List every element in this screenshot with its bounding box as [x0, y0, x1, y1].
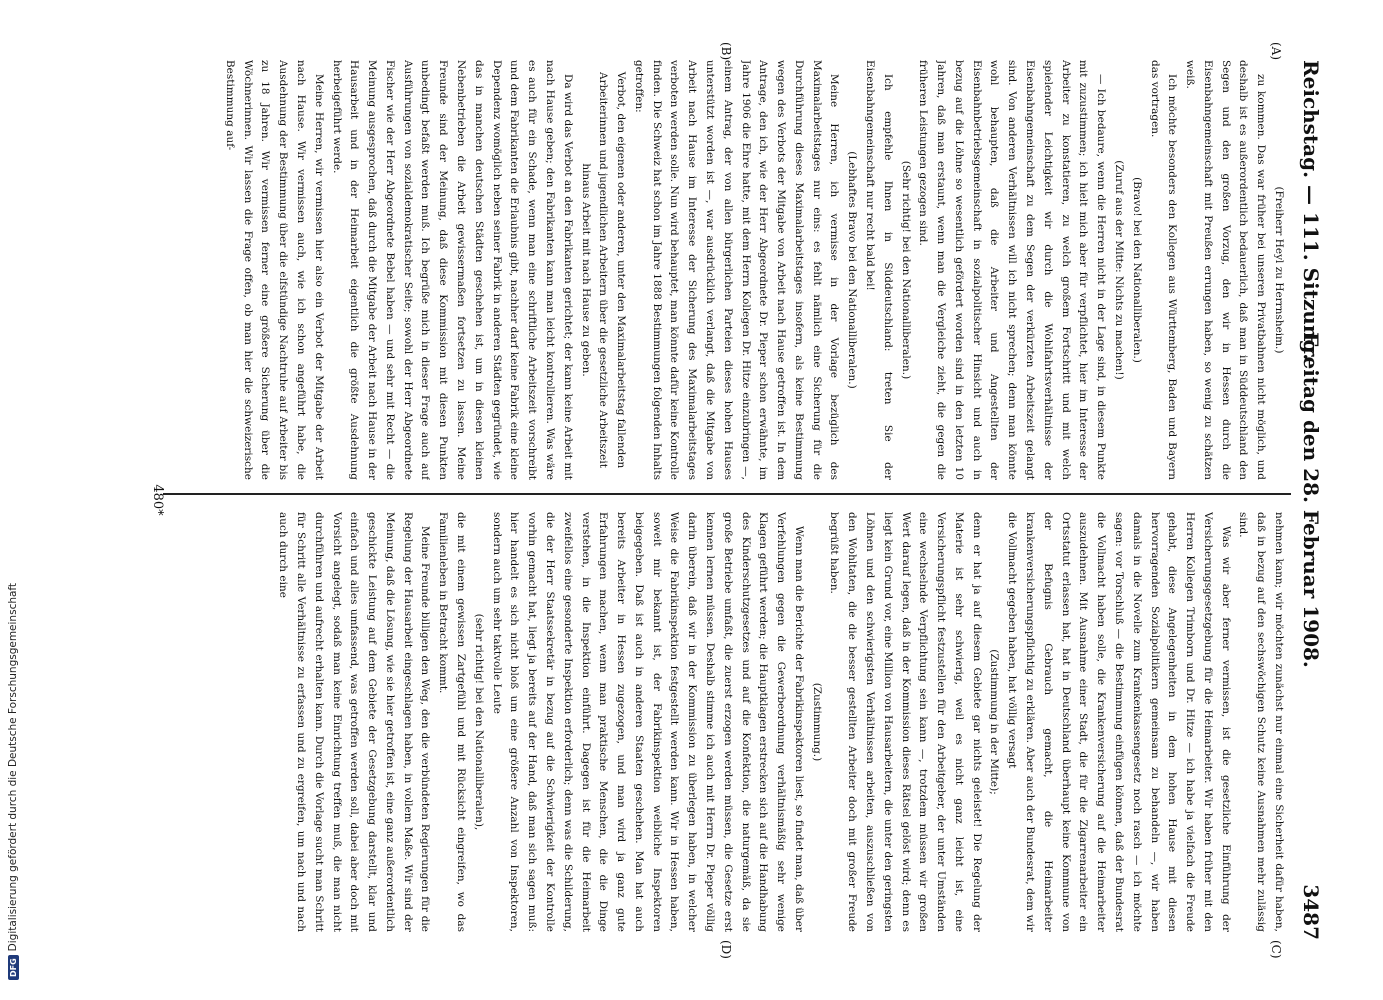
interjection: (Lebhaftes Bravo bei den Nationalliberalen.) — [846, 151, 859, 389]
digitization-text: Digitalisierung gefördert durch die Deutsche Forschungsgemeinschaft — [7, 582, 19, 952]
signature-mark: 480* — [150, 484, 165, 516]
interjection: (Sehr richtig! bei den Nationalliberalen.) — [899, 160, 912, 380]
paragraph: denn er hat ja auf diesem Gebiete gar nichts geleistet! Die Regelung der Materie ist sehr schwierig, weil es nicht ganz leicht ist, eine Versicherungspflicht festzustellen für den Arbeitgeber, der unter Umständen eine wechselnde Verpflichtung sein kann —, trotzdem müssen wir großen Wert darauf legen, daß in der Kommission dieses Rätsel gelöst wird; denn es liegt kein Grund vor, eine Million von Hausarbeitern, die unter den geringsten Löhnen und den schwierigsten Verhältnissen arbeiten, auszuschließen von den Wohltaten, die die besser gestellten Arbeiter doch mit großer Freude begrüßt haben. — [828, 512, 983, 932]
paragraph: nehmen kann; wir möchten zunächst nur einmal eine Sicherheit dafür haben, daß in bezug auf den sechswöchigen Schutz keine Ausnahmen mehr zulässig sind. — [1237, 512, 1285, 932]
paragraph: die mit einem gewissen Zartgefühl und mit Rücksicht eingreifen, wo das Familienleben in Betracht kommt. — [437, 512, 468, 932]
paragraph: Da wird das Verbot an den Fabrikanten gerichtet; der kann keine Arbeit mit nach Hause geben; den Fabrikanten kann man leicht kontrollieren. Was wäre es auch für ein Schade, wenn man eine schriftliche Arbeitszeit vorschreibt und dem Fabrikanten die Erlaubnis gibt, nachher darf keine Fabrik eine kleine Dependenz womöglich neben seiner Fabrik in anderen Städten gegründet, wie das in manchen deutschen Städten geschehen ist, um in diesen kleinen Nebenbetrieben die Arbeit gewissermaßen fortsetzen zu lassen. Meine Freunde sind der Meinung, daß diese Kommission mit diesen Punkten unbedingt befaßt werden muß. Ich begrüße mich in dieser Frage auch auf Ausführungen von sozialdemokratischer Seite; sowohl der Herr Abgeordnete Fischer wie der Herr Abgeordnete Bebel haben — und sehr mit Recht — die Meinung ausgesprochen, daß durch die Mitgabe der Arbeit nach Hause in der Hausarbeit und in der Heimarbeit eigentlich die größte Ausdehnung herbeigeführt werde. — [330, 60, 574, 480]
left-column — [167, 60, 1287, 480]
digitization-note — [7, 40, 25, 980]
header-session: Reichstag. — 111. Sitzung. — [1299, 60, 1323, 361]
paragraph: Meine Herren, wir vermissen hier also ein Verbot der Mitgabe der Arbeit nach Hause. Wir vermissen auch, wie ich schon angeführt habe, die Ausdehnung der Bestimmung über die elfstündige Nachtruhe auf Arbeiter bis zu 18 Jahren. Wir vermissen ferner eine größere Sicherung über die Wöchnerinnen. Wir lassen die Frage offen, ob man hier die schweizerische Bestimmung auf- — [223, 60, 325, 480]
paragraph: Wenn man die Berichte der Fabrikinspektoren liest, so findet man, daß über Verfehlungen gegen die Gewerbeordnung verhältnismäßig sehr wenige Klagen geführt werden; die Hauptklagen erstrecken sich auf die Handhabung des Kinderschutzgesetzes und auf die Konfektion, die naturgemäß, da sie große Betriebe umfaßt, die zuerst erzogen werden müssen, die Gesetze erst kennen lernen müssen. Deshalb stimme ich auch mit Herrn Dr. Pieper völlig darin überein, daß wir in der Kommission zu überlegen haben, in welcher Weise die Fabrikinspektion festgestellt werden kann. Wir in Hessen haben, soweit mir bekannt ist, der Fabrikinspektion weibliche Inspektoren beigegeben. Daß ist auch in anderen Staaten geschehen. Man hat auch bereits Arbeiter in Hessen zugezogen, und man wird ja ganz gute Erfahrungen machen, wenn man praktische Menschen, die die Dinge verstehen, in die Inspektion einführt. Dagegen ist für die Heimarbeit zweifellos eine gesonderte Inspektion erforderlich; denn was die Schilderung, die der Herr Staatssekretär in bezug auf die Schwierigkeit der Kontrolle vorhin gemacht hat, liegt ja bereits auf der Hand, daß man sich sagen muß: hier handelt es sich nicht bloß um eine größere Anzahl von Inspektoren, sondern auch um sehr taktvolle Leute — [490, 512, 805, 932]
paragraph: Ich möchte besonders den Kollegen aus Württemberg, Baden und Bayern das vortragen. — [1148, 60, 1179, 480]
margin-marker-d: (D) — [719, 940, 733, 959]
paragraph: Meine Freunde billigen den Weg, den die verbündeten Regierungen für die Regelung der Hausarbeit eingeschlagen haben, in vollem Maße. Wir sind der Meinung, daß die Lösung, wie sie hier getroffen ist, eine ganz außerordentlich geschickte Leistung auf dem Gebiete der Gesetzgebung darstellt, klar und einfach und alles umfassend, was getroffen werden soll, dabei aber doch mit Vorsicht angelegt, sodaß man keine Einrichtung treffen muß, die man nicht durchführen und aufrecht erhalten kann. Durch die Vorlage sucht man Schritt für Schritt alle Verhältnisse zu erfassen und zu ergreifen, um nach und nach auch durch eine — [277, 512, 432, 932]
margin-marker-b: (B) — [719, 42, 733, 61]
paragraph: Ich empfehle Ihnen in Süddeutschland: treten Sie der Eisenbahngemeinschaft nur recht bald bei! — [864, 60, 894, 480]
paragraph: — Ich bedaure, wenn die Herren nicht in der Lage sind, in diesem Punkte mit zuzustimmen; ich hielt mich aber für verpflichtet, hier im Interesse der Arbeiter zu konstatieren, zu welch großem Fortschritt und mit welch spielender Leichtigkeit wir durch die Wohlfahrtsverhältnisse der Eisenbahngemeinschaft zu dem Segen der verkürzten Arbeitszeit gelangt sind. Von anderen Verhältnissen will ich nicht sprechen; denn man könnte wohl behaupten, daß die Arbeiter und Angestellten der Eisenbahnbetriebsgemeinschaft in sozialpolitischer Hinsicht und auch in bezug auf die Löhne so wesentlich gefördert worden sind in den letzten 10 Jahren, daß man erstaunt, wenn man die Vergleiche zieht, die gegen die früheren Leistungen gezogen sind. — [917, 60, 1108, 480]
interjection: Verbot, den eigenen oder anderen, unter den Maximalarbeitstag fallenden Arbeiterinnen und jugendlichen Arbeitern über die gesetzliche Arbeitszeit hinaus Arbeit mit nach Hause zu geben. — [579, 71, 628, 469]
right-column — [167, 512, 1287, 932]
margin-marker-c: (C) — [1269, 940, 1283, 959]
dfg-logo: DFG — [8, 955, 19, 980]
column-divider — [163, 493, 1291, 495]
header-page-number: 3487 — [1299, 884, 1323, 940]
paragraph: Was wir aber ferner vermissen, ist die gesetzliche Einführung der Versicherungsgesetzgebung für die Heimarbeiter. Wir haben früher mit den Herren Kollegen Trimborn und Dr. Hitze — ich habe ja vielfach die Freude gehabt, diese Angelegenheiten in dem hohen Hause mit diesen hervorragenden Sozialpolitikern gemeinsam zu behandeln —, wir haben damals in die Novelle zum Krankenkassengesetz noch rasch — ich möchte sagen: vor Torschluß — die Bestimmung einfügen können, daß der Bundesrat die Vollmacht haben solle, die Krankenversicherung auf die Heimarbeiter auszudehnen. Mit Ausnahme einer Stadt, die für die Zigarrenarbeiter ein Ortsstatut erlassen hat, hat in Deutschland überhaupt keine Kommune von der Befugnis Gebrauch gemacht, die Heimarbeiter krankenversicherungspflichtig zu erklären. Aber auch der Bundesrat, dem wir die Vollmacht gegeben haben, hat völlig versagt — [1006, 512, 1232, 932]
header-date: Freitag den 28. Februar 1908. — [1299, 332, 1323, 668]
paragraph: zu kommen. Das war früher bei unseren Privatbahnen nicht möglich, und deshalb ist es außerordentlich bedauerlich, daß man in Süddeutschland den Segen und den großen Vorzug, den wir in Hessen durch die Eisenbahngemeinschaft mit Preußen errungen haben, so wenig zu schätzen weiß. — [1184, 60, 1268, 480]
interjection: (Zuruf aus der Mitte: Nichts zu machen!) — [1112, 160, 1125, 380]
interjection: (Freiherr Heyl zu Herrnsheim.) — [1273, 186, 1285, 354]
interjection: (sehr richtig! bei den Nationalliberalen), — [472, 613, 485, 831]
interjection: (Zustimmung.) — [810, 682, 823, 762]
interjection: (Zustimmung in der Mitte); — [988, 649, 1001, 795]
page-header — [1293, 60, 1323, 940]
paragraph: Meine Herren, ich vermisse in der Vorlage bezüglich des Maximalarbeitstages nur eins: es fehlt nämlich eine Sicherung für die Durchführung dieses Maximalarbeitstages insofern, als keine Bestimmung wegen des Verbots der Mitgabe von Arbeit nach Hause getroffen ist. In dem Antrage, den ich, wie der Herr Abgeordnete Dr. Pieper schon erwähnte, im Jahre 1906 die Ehre hatte, mit dem Herrn Kollegen Dr. Hitze einzubringen —, einem Antrag, der von allen bürgerlichen Parteien dieses hohen Hauses unterstützt worden ist —, war ausdrücklich verlangt, daß die Mitgabe von Arbeit nach Hause im Interesse der Sicherung des Maximalarbeitstages verboten werden solle. Nun wird behauptet, man könnte dafür keine Kontrolle finden. Die Schweiz hat schon im Jahre 1888 Bestimmungen folgenden Inhalts getroffen: — [632, 60, 841, 480]
interjection: (Bravo! bei den Nationalliberalen.) — [1130, 177, 1143, 363]
margin-marker-a: (A) — [1269, 42, 1283, 61]
